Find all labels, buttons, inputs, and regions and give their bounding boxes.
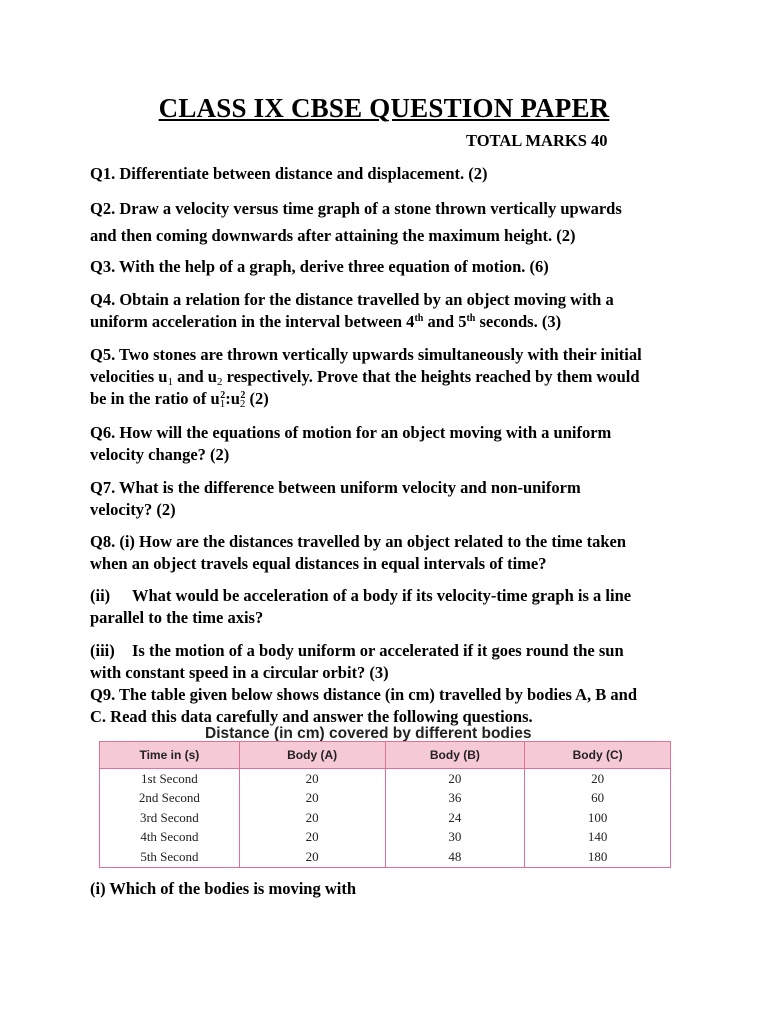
question-text: with constant speed in a circular orbit? (3) [90, 663, 389, 682]
question-7 [90, 477, 690, 521]
subscript: 2 [216, 376, 223, 388]
question-text: respectively. Prove that the heights reached by them would [222, 367, 640, 386]
table-cell: 2nd Second [100, 789, 240, 809]
subscript: 1 [219, 398, 226, 410]
superscript: 2 [240, 390, 246, 401]
question-number: Q8. [90, 532, 116, 551]
question-6 [90, 422, 690, 466]
table-row [100, 828, 671, 848]
question-2 [90, 195, 690, 249]
question-text: Two stones are thrown vertically upwards simultaneously with their initial [119, 345, 642, 364]
superscript: 2 [220, 390, 226, 401]
table-cell: 140 [525, 828, 671, 848]
question-text: when an object travels equal distances in equal intervals of time? [90, 554, 547, 573]
question-number: Q7. [90, 478, 116, 497]
table-cell: 20 [239, 808, 385, 828]
column-header: Body (A) [239, 742, 385, 769]
question-1 [90, 163, 690, 185]
table-cell: 20 [239, 847, 385, 867]
question-number: Q2. [90, 199, 116, 218]
question-text: velocity? (2) [90, 500, 176, 519]
table-cell: 20 [239, 828, 385, 848]
question-3 [90, 256, 690, 278]
table-cell: 30 [385, 828, 525, 848]
question-text: What would be acceleration of a body if its velocity-time graph is a line [132, 586, 632, 605]
question-9-part-i [90, 878, 690, 900]
question-text: and then coming downwards after attaining the maximum height. (2) [90, 226, 576, 245]
question-text: :u [225, 389, 240, 408]
question-9 [90, 684, 690, 728]
question-text: seconds. (3) [475, 312, 562, 331]
page-title: CLASS IX CBSE QUESTION PAPER [158, 93, 610, 123]
question-text: How will the equations of motion for an object moving with a uniform [119, 423, 612, 442]
table-cell: 48 [385, 847, 525, 867]
table-cell: 4th Second [100, 828, 240, 848]
table-cell: 20 [385, 769, 525, 789]
table-cell: 20 [239, 769, 385, 789]
question-8-part-iii [90, 640, 690, 684]
question-text: (i) Which of the bodies is moving with [90, 879, 357, 898]
column-header: Time in (s) [100, 742, 240, 769]
question-text: and u [172, 367, 217, 386]
question-8-part-i [90, 531, 690, 575]
table-cell: 60 [525, 789, 671, 809]
table-cell: 36 [385, 789, 525, 809]
question-text: What is the difference between uniform velocity and non-uniform [119, 478, 581, 497]
question-text: uniform acceleration in the interval between 4 [90, 312, 415, 331]
question-text: Draw a velocity versus time graph of a stone thrown vertically upwards [119, 199, 622, 218]
table-row [100, 808, 671, 828]
column-header: Body (B) [385, 742, 525, 769]
question-text: The table given below shows distance (in cm) travelled by bodies A, B and [119, 685, 638, 704]
part-label: (ii) [90, 586, 111, 605]
question-text: parallel to the time axis? [90, 608, 264, 627]
table-header-row [100, 742, 671, 769]
question-text: Differentiate between distance and displacement. (2) [119, 164, 488, 183]
table-cell: 24 [385, 808, 525, 828]
part-label: (iii) [90, 641, 115, 660]
distance-table [99, 741, 671, 868]
table-cell: 180 [525, 847, 671, 867]
table-cell: 100 [525, 808, 671, 828]
question-text: How are the distances travelled by an object related to the time taken [139, 532, 627, 551]
table-row [100, 847, 671, 867]
table-row [100, 789, 671, 809]
question-8-part-ii [90, 585, 690, 629]
table-cell: 3rd Second [100, 808, 240, 828]
question-text: With the help of a graph, derive three equation of motion. (6) [119, 257, 549, 276]
table-row [100, 769, 671, 789]
table-cell: 20 [239, 789, 385, 809]
question-text: (2) [245, 389, 269, 408]
question-number: Q1. [90, 164, 116, 183]
question-number: Q5. [90, 345, 116, 364]
question-4 [90, 289, 690, 333]
question-text: velocities u [90, 367, 168, 386]
question-text: velocity change? (2) [90, 445, 230, 464]
question-number: Q4. [90, 290, 116, 309]
question-text: C. Read this data carefully and answer the following questions. [90, 707, 533, 726]
question-number: Q9. [90, 685, 116, 704]
question-text: Obtain a relation for the distance travelled by an object moving with a [119, 290, 614, 309]
column-header: Body (C) [525, 742, 671, 769]
superscript: th [466, 313, 476, 324]
total-marks: TOTAL MARKS 40 [466, 131, 608, 150]
table-cell: 1st Second [100, 769, 240, 789]
superscript: th [414, 313, 424, 324]
question-number: Q3. [90, 257, 116, 276]
table-caption: Distance (in cm) covered by different bodies [205, 725, 532, 742]
table-cell: 20 [525, 769, 671, 789]
part-label: (i) [119, 532, 135, 551]
question-number: Q6. [90, 423, 116, 442]
table-cell: 5th Second [100, 847, 240, 867]
subscript: 2 [239, 398, 246, 410]
subscript: 1 [167, 376, 173, 388]
question-text: Is the motion of a body uniform or accelerated if it goes round the sun [132, 641, 624, 660]
question-5 [90, 344, 690, 410]
question-text: be in the ratio of u [90, 389, 220, 408]
question-text: and 5 [423, 312, 467, 331]
